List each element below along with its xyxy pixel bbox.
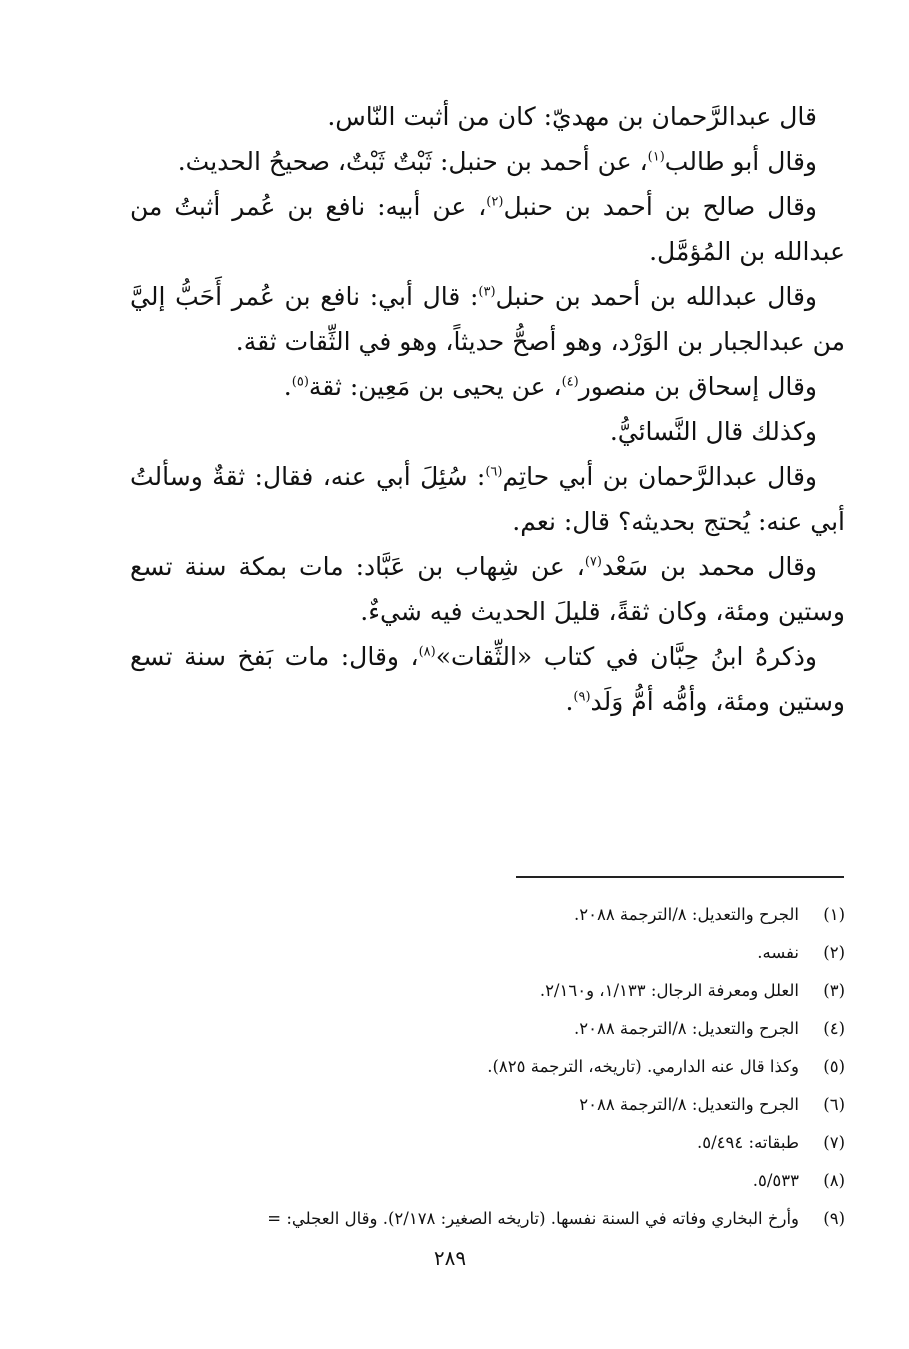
footnote-item (110, 1048, 845, 1086)
footnote-marker[interactable]: (٧) (584, 554, 602, 570)
paragraph-2 (130, 139, 845, 184)
paragraph-text: ، عن شِهاب بن عَبَّاد: مات بمكة سنة تسع وستين ومئة، وكان ثقةً، قليلَ الحديث فيه شيءٌ. (130, 552, 845, 626)
paragraph-text: ، عن أحمد بن حنبل: ثَبْتٌ ثَبْتٌ، صحيحُ الحديث. (177, 147, 648, 176)
paragraph-text: وقال صالح بن أحمد بن حنبل (503, 192, 817, 221)
footnotes-list (110, 896, 845, 1238)
footnote-item (110, 896, 845, 934)
paragraph-text: وقال عبدالرَّحمان بن أبي حاتِم (502, 462, 817, 491)
footnote-text: طبقاته: ٥/٤٩٤. (697, 1133, 799, 1152)
paragraph-8 (130, 544, 845, 634)
footnote-number: (٤) (823, 1019, 845, 1038)
paragraph-1 (130, 94, 845, 139)
footnote-number: (٨) (823, 1171, 845, 1190)
paragraph-text: وقال عبدالله بن أحمد بن حنبل (495, 282, 817, 311)
footnote-item (110, 1200, 845, 1238)
paragraph-text: ، عن أبيه: نافع بن عُمر أثبتُ من عبدالله بن المُؤمَّل. (130, 192, 845, 266)
footnote-number: (٣) (823, 981, 845, 1000)
footnote-text: وأرخ البخاري وفاته في السنة نفسها. (تاريخه الصغير: ٢/١٧٨). وقال العجلي: = (267, 1209, 799, 1228)
footnote-item (110, 972, 845, 1010)
paragraph-7 (130, 454, 845, 544)
footnote-marker[interactable]: (٨) (418, 644, 436, 660)
footnote-number: (١) (823, 905, 845, 924)
footnote-marker[interactable]: (٥) (291, 374, 309, 390)
main-text (130, 94, 845, 724)
footnote-marker[interactable]: (٩) (573, 689, 591, 705)
footnote-number: (٧) (823, 1133, 845, 1152)
footnote-item (110, 1162, 845, 1200)
footnote-number: (٩) (823, 1209, 845, 1228)
footnote-number: (٦) (823, 1095, 845, 1114)
paragraph-text: وكذلك قال النَّسائيُّ. (609, 417, 817, 446)
page-number: ٢٨٩ (433, 1246, 467, 1270)
footnote-marker[interactable]: (٦) (485, 464, 503, 480)
footnote-number: (٢) (823, 943, 845, 962)
paragraph-4 (130, 274, 845, 364)
footnote-item (110, 1124, 845, 1162)
footnote-marker[interactable]: (٤) (561, 374, 579, 390)
footnote-text: الجرح والتعديل: ٨/الترجمة ٢٠٨٨. (573, 1019, 799, 1038)
footnote-item (110, 1086, 845, 1124)
paragraph-text: : سُئِلَ أبي عنه، فقال: ثقةٌ وسألتُ أبي عنه: يُحتج بحديثه؟ قال: نعم. (130, 462, 845, 536)
paragraph-text: : قال أبي: نافع بن عُمر أَحَبُّ إليَّ من عبدالجبار بن الوَرْد، وهو أصحُّ حديثاً، وهو في الثِّقات ثقة. (130, 282, 845, 356)
footnote-item (110, 934, 845, 972)
paragraph-text: وقال إسحاق بن منصور (578, 372, 817, 401)
footnote-text: ٥/٥٣٣. (752, 1171, 799, 1190)
footnote-text: وكذا قال عنه الدارمي. (تاريخه، الترجمة ٨٢٥). (487, 1057, 799, 1076)
paragraph-text: وقال أبو طالب (664, 147, 817, 176)
footnote-text: نفسه. (757, 943, 799, 962)
paragraph-text: ، وقال: مات بَفخ سنة تسع وستين ومئة، وأمُّه أمُّ وَلَد (130, 642, 845, 716)
paragraph-text: قال عبدالرَّحمان بن مهديّ: كان من أثبت النّاس. (327, 102, 817, 131)
paragraph-3 (130, 184, 845, 274)
paragraph-text: وذكرهُ ابنُ حِبَّان في كتاب «الثِّقات» (435, 642, 818, 671)
footnote-text: الجرح والتعديل: ٨/الترجمة ٢٠٨٨ (579, 1095, 799, 1114)
footnote-marker[interactable]: (٢) (486, 194, 504, 210)
paragraph-6 (130, 409, 845, 454)
paragraph-text: ، عن يحيى بن مَعِين: ثقة (308, 372, 562, 401)
footnote-text: الجرح والتعديل: ٨/الترجمة ٢٠٨٨. (573, 905, 799, 924)
paragraph-text: . (565, 687, 574, 716)
footnote-item (110, 1010, 845, 1048)
paragraph-9 (130, 634, 845, 724)
footnote-marker[interactable]: (٣) (478, 284, 496, 300)
footnote-marker[interactable]: (١) (647, 149, 665, 165)
paragraph-text: وقال محمد بن سَعْد (601, 552, 817, 581)
footnote-separator (516, 876, 844, 878)
paragraph-5 (130, 364, 845, 409)
footnote-text: العلل ومعرفة الرجال: ١/١٣٣، و٢/١٦٠. (539, 981, 799, 1000)
footnote-number: (٥) (823, 1057, 845, 1076)
paragraph-text: . (283, 372, 292, 401)
